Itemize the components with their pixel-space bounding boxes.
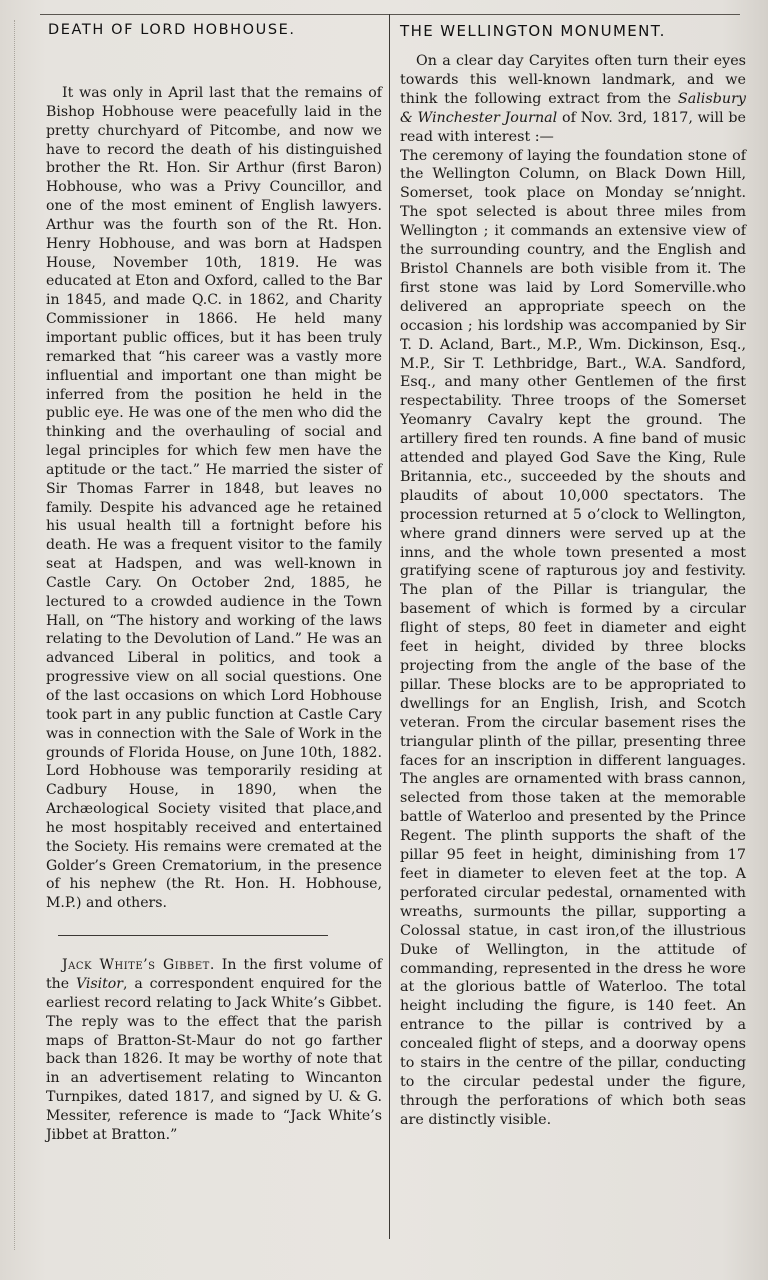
page-edge-line [14, 20, 15, 1250]
gibbet-title: Jack White’s Gibbet. [62, 957, 215, 974]
visitor-title: Visitor [75, 975, 124, 992]
top-rule [40, 14, 740, 15]
right-column [400, 22, 746, 1130]
gibbet-article [46, 956, 382, 1144]
gibbet-text-1: In the first volume of the [46, 957, 382, 992]
hobhouse-article: It was only in April last that the remains of Bishop Hobhouse were peacefully laid in the pretty churchyard of Pitcombe, and now we have to record the death of his distinguished brother the Rt. Hon. Sir Arthur (first Baron) Hobhouse, who was a Privy Councillor, and one of the most eminent of English lawyers. Arthur was the fourth son of the Rt. Hon. Henry Hobhouse, and was born at Hadspen House, November 10th, 1819. He was educated at Eton and Oxford, called to the Bar in 1845, and made Q.C. in 1862, and Charity Commissioner in 1866. He held many important public offices, but it has been truly remarked that “his career was a vastly more influential and important one than might be inferred from the position he held in the public eye. He was one of the men who did the thinking and the overhauling of social and legal principles for which few men have the aptitude or the tact.” He married the sister of Sir Thomas Farrer in 1848, but leaves no family. Despite his advanced age he retained his usual health till a fortnight before his death. He was a frequent visitor to the family seat at Hadspen, and was well-known in Castle Cary. On October 2nd, 1885, he lectured to a crowded audience in the Town Hall, on “The history and working of the laws relating to the Devolution of Land.” He was an advanced Liberal in politics, and took a progressive view on all social questions. One of the last occasions on which Lord Hobhouse took part in any public function at Castle Cary was in connection with the Sale of Work in the grounds of Florida House, on June 10th, 1882. Lord Hobhouse was temporarily residing at Cadbury House, in 1890, when the Archæological Society visited that place,and he most hospitably received and entertained the Society. His remains were cremated at the Golder’s Green Crematorium, in the presence of his nephew (the Rt. Hon. H. Hobhouse, M.P.) and others. [46, 85, 382, 912]
column-divider [389, 14, 390, 1239]
hobhouse-heading: DEATH OF LORD HOBHOUSE. [48, 22, 296, 38]
gibbet-text-2: , a correspondent enquired for the earliest record relating to Jack White’s Gibbet. The reply was to the effect that the parish maps of Bratton-St-Maur do not go farther back than 1826. It may be worthy of note that in an advertisement relating to Wincanton Turnpikes, dated 1817, and signed by U. & G. Messiter, reference is made to “Jack White’s Jibbet at Bratton.” [46, 975, 382, 1143]
intro-text-1: On a clear day Caryites often turn their eyes towards this well-known landmark, and we think the following extract from the [400, 53, 746, 107]
intro-text-2: of Nov. 3rd, 1817, will be read with interest :— [400, 109, 746, 145]
wellington-heading: THE WELLINGTON MONUMENT. [400, 22, 666, 40]
wellington-article: The ceremony of laying the foundation stone of the Wellington Column, on Black Down Hill, Somerset, took place on Monday se’nnight. The spot selected is about three miles from Wellington ; it commands an extensive view of the surrounding country, and the English and Bristol Channels are both visible from it. The first stone was laid by Lord Somerville.who delivered an appropriate speech on the occasion ; his lordship was accompanied by Sir T. D. Acland, Bart., M.P., Wm. Dickinson, Esq., M.P., Sir T. Lethbridge, Bart., W.A. Sandford, Esq., and many other Gentlemen of the first respectability. Three troops of the Somerset Yeomanry Cavalry kept the ground. The artillery fired ten rounds. A fine band of music attended and played God Save the King, Rule Britannia, etc., succeeded by the shouts and plaudits of about 10,000 spectators. The procession returned at 5 o’clock to Wellington, where grand dinners were served up at the inns, and the whole town presented a most gratifying scene of rapturous joy and festivity. The plan of the Pillar is triangular, the basement of which is formed by a circular flight of steps, 80 feet in diameter and eight feet in height, divided by three blocks projecting from the angle of the base of the pillar. These blocks are to be appropriated to dwellings for an English, Irish, and Scotch veteran. From the circular basement rises the triangular plinth of the pillar, presenting three faces for an inscription in different languages. The angles are ornamented with brass cannon, selected from those taken at the memorable battle of Waterloo and presented by the Prince Regent. The plinth supports the shaft of the pillar 95 feet in height, diminishing from 17 feet in diameter to eleven feet at the top. A perforated circular pedestal, ornamented with wreaths, surmounts the pillar, supporting a Colossal statue, in cast iron,of the illustrious Duke of Wellington, in the attitude of commanding, represented in the dress he wore at the glorious battle of Waterloo. The total height including the figure, is 140 feet. An entrance to the pillar is contrived by a concealed flight of steps, and a doorway opens to stairs in the centre of the pillar, conducting to the circular pedestal under the figure, through the perforations of which both seas are distinctly visible. [400, 147, 746, 1128]
left-column [46, 22, 382, 1145]
journal-title: Salisbury & Winchester Journal [400, 90, 746, 126]
article-separator [58, 935, 328, 936]
wellington-intro [400, 52, 746, 147]
